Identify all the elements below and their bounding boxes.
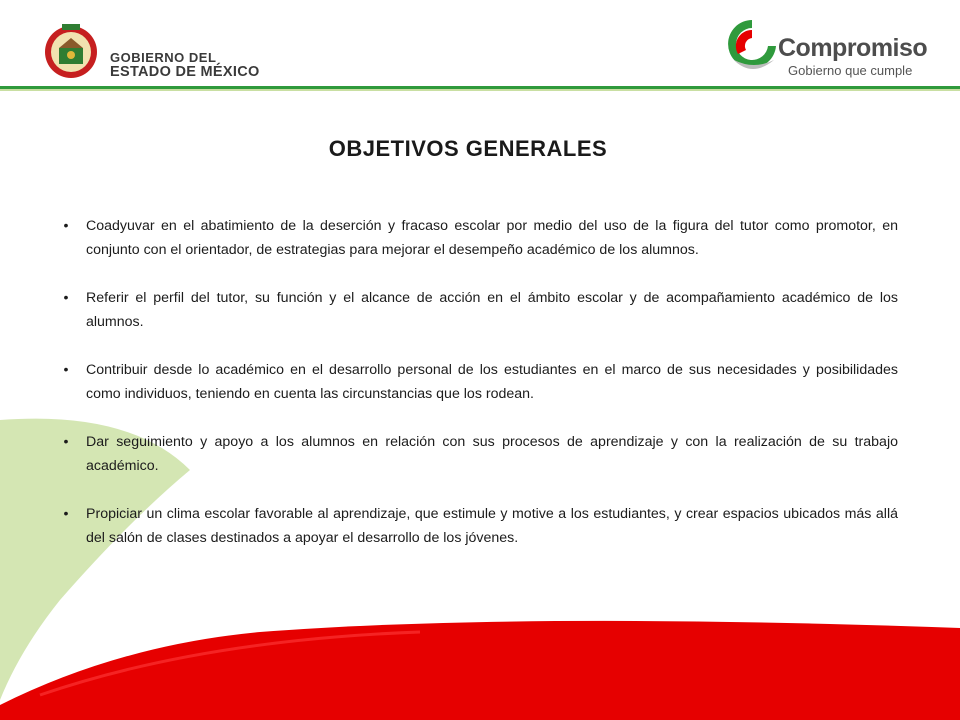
- objective-text: Coadyuvar en el abatimiento de la deserción y fracaso escolar por medio del uso de la figura del tutor como promotor, en conjunto con el orientador, de estrategias para mejorar el desempeño académico de los alumnos.: [86, 218, 898, 258]
- compromiso-subtitle: Gobierno que cumple: [788, 63, 913, 78]
- compromiso-swirl-icon: [724, 16, 780, 78]
- gobierno-line-2: ESTADO DE MÉXICO: [110, 64, 260, 80]
- compromiso-logo: [724, 16, 928, 82]
- gobierno-line-1: GOBIERNO DEL: [110, 50, 217, 65]
- objectives-list: [60, 214, 898, 574]
- bullet-dot: •: [63, 434, 69, 450]
- gobierno-estado-mexico-logo: [42, 22, 282, 82]
- list-item: [60, 358, 898, 406]
- objective-text: Referir el perfil del tutor, su función y el alcance de acción en el ámbito escolar y de acompañamiento académico de los alumnos.: [86, 290, 898, 330]
- list-item: [60, 430, 898, 478]
- list-item: [60, 286, 898, 334]
- bullet-dot: •: [63, 362, 69, 378]
- list-item: [60, 214, 898, 262]
- bullet-dot: •: [63, 218, 69, 234]
- objective-text: Propiciar un clima escolar favorable al aprendizaje, que estimule y motive a los estudiantes, y crear espacios ubicados más allá del salón de clases destinados a apoyar el desarrollo de los jóvenes.: [86, 506, 898, 546]
- bullet-dot: •: [63, 506, 69, 522]
- gobierno-text: [110, 50, 260, 80]
- header: [0, 0, 960, 100]
- red-swoosh-decoration: [0, 621, 960, 720]
- objective-text: Contribuir desde lo académico en el desarrollo personal de los estudiantes en el marco de sus necesidades y posibilidades como individuos, teniendo en cuenta las circunstancias que los rodean.: [86, 362, 898, 402]
- list-item: [60, 502, 898, 550]
- page-title: OBJETIVOS GENERALES: [328, 136, 608, 161]
- compromiso-title: Compromiso: [778, 34, 928, 62]
- bullet-dot: •: [63, 290, 69, 306]
- estado-de-mexico-seal-icon: [42, 22, 100, 80]
- header-divider: [0, 86, 960, 92]
- objective-text: Dar seguimiento y apoyo a los alumnos en relación con sus procesos de aprendizaje y con la realización de su trabajo académico.: [86, 434, 898, 474]
